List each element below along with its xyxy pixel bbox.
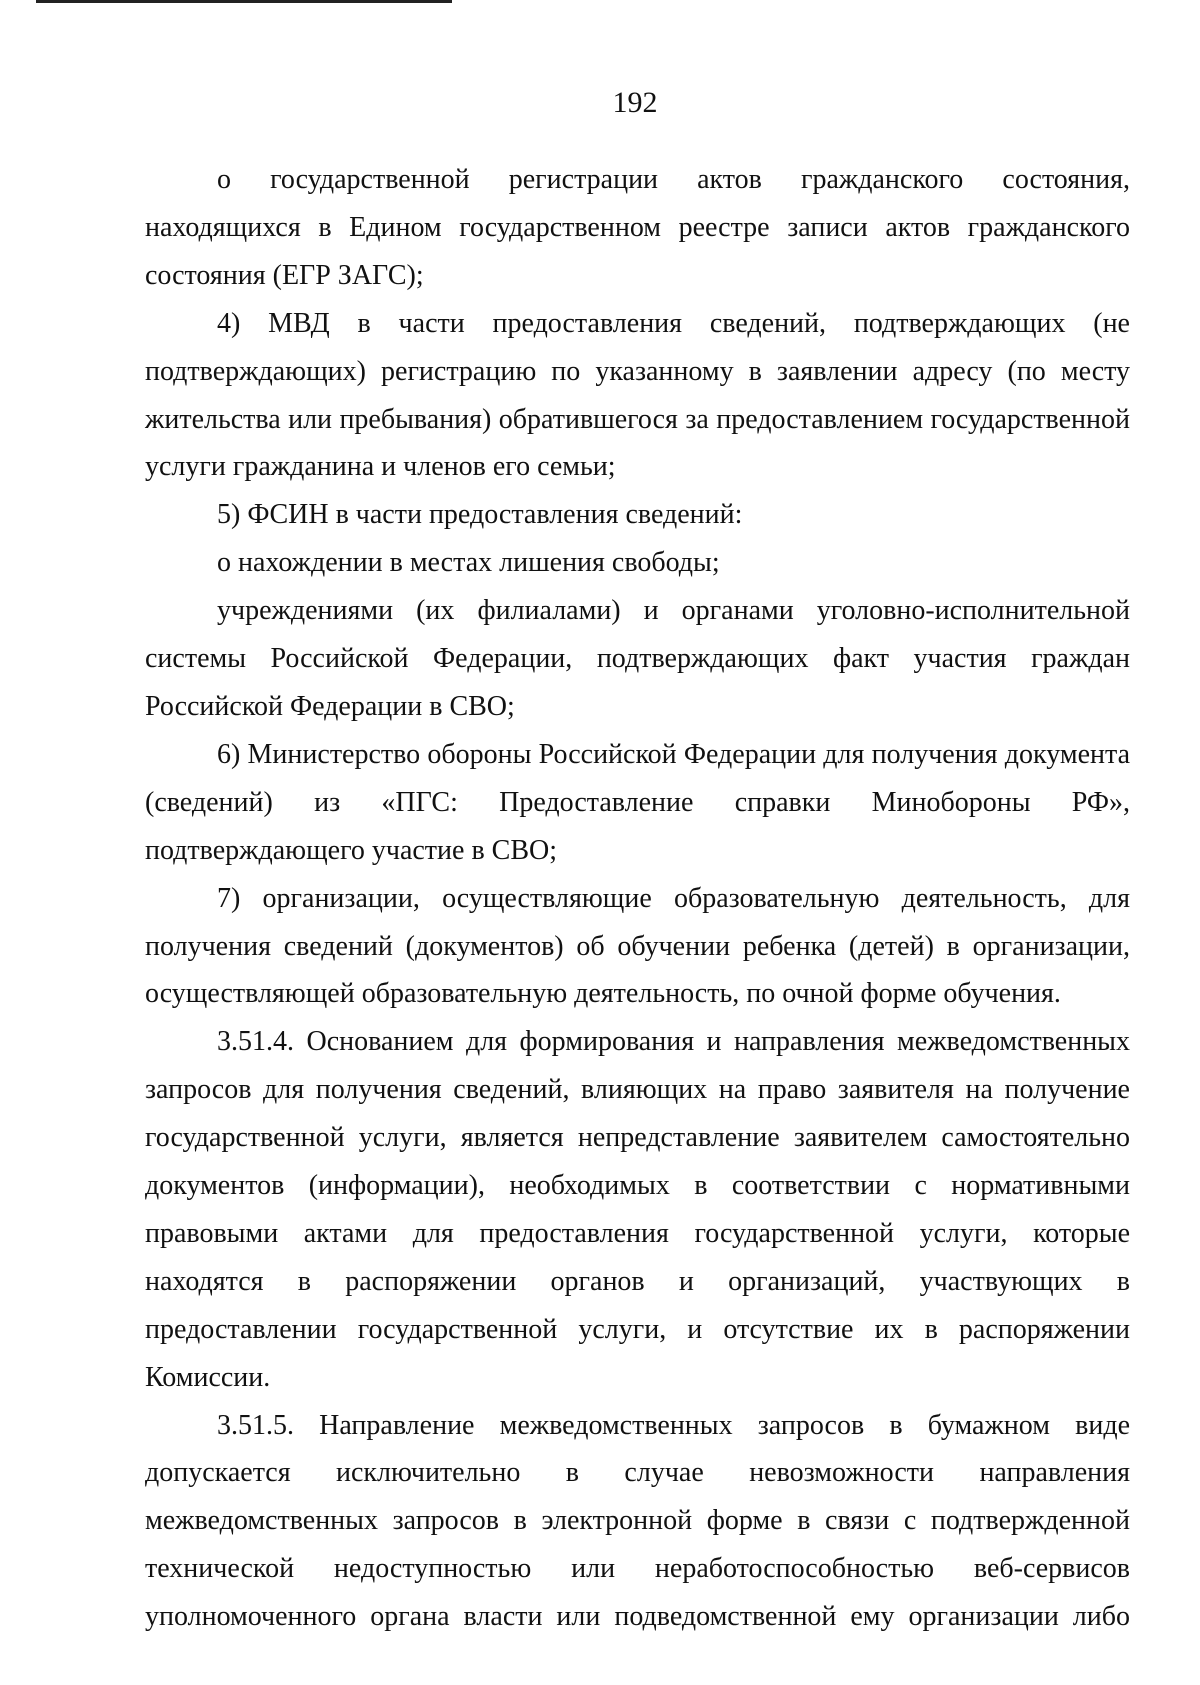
paragraph-detention: о нахождении в местах лишения свободы;: [217, 547, 720, 579]
paragraph-educational-organizations: 7) организации, осуществляющие образовательную деятельность, для получения сведений (документов) об обучении ребенка (детей) в организации, осуществляющей образовательную деятельность, по очной форме обучения.: [145, 882, 1130, 1010]
paragraph-zags-registration: о государственной регистрации актов гражданского состояния, находящихся в Едином государственном реестре записи актов гражданского состояния (ЕГР ЗАГС);: [145, 164, 1130, 291]
paragraph-fsin: 5) ФСИН в части предоставления сведений:: [217, 499, 743, 531]
paragraph-mvd: 4) МВД в части предоставления сведений, подтверждающих (не подтверждающих) регистрацию по указанному в заявлении адресу (по месту жительства или пребывания) обратившегося за предоставлением государственной услуги гражданина и членов его семьи;: [145, 307, 1130, 483]
paragraph-penal-institutions: учреждениями (их филиалами) и органами уголовно-исполнительной системы Российской Федерации, подтверждающих факт участия граждан Российской Федерации в СВО;: [145, 595, 1130, 722]
document-body: [145, 156, 1130, 1641]
paragraph-section-3-51-5: 3.51.5. Направление межведомственных запросов в бумажном виде допускается исключительно в случае невозможности направления межведомственных запросов в электронной форме в связи с подтвержденной технической недоступностью или неработоспособностью веб-сервисов уполномоченного органа власти или подведомственной ему организации либо: [145, 1409, 1130, 1633]
paragraph-ministry-of-defence: 6) Министерство обороны Российской Федерации для получения документа (сведений) из «ПГС: Предоставление справки Минобороны РФ», подтверждающего участие в СВО;: [145, 738, 1130, 866]
page-number: 192: [612, 86, 658, 119]
paragraph-section-3-51-4: 3.51.4. Основанием для формирования и направления межведомственных запросов для получения сведений, влияющих на право заявителя на получение государственной услуги, является непредставление заявителем самостоятельно документов (информации), необходимых в соответствии с нормативными правовыми актами для предоставления государственной услуги, которые находятся в распоряжении органов и организаций, участвующих в предоставлении государственной услуги, и отсутствие их в распоряжении Комиссии.: [145, 1026, 1130, 1393]
scan-edge-line: [36, 0, 452, 3]
